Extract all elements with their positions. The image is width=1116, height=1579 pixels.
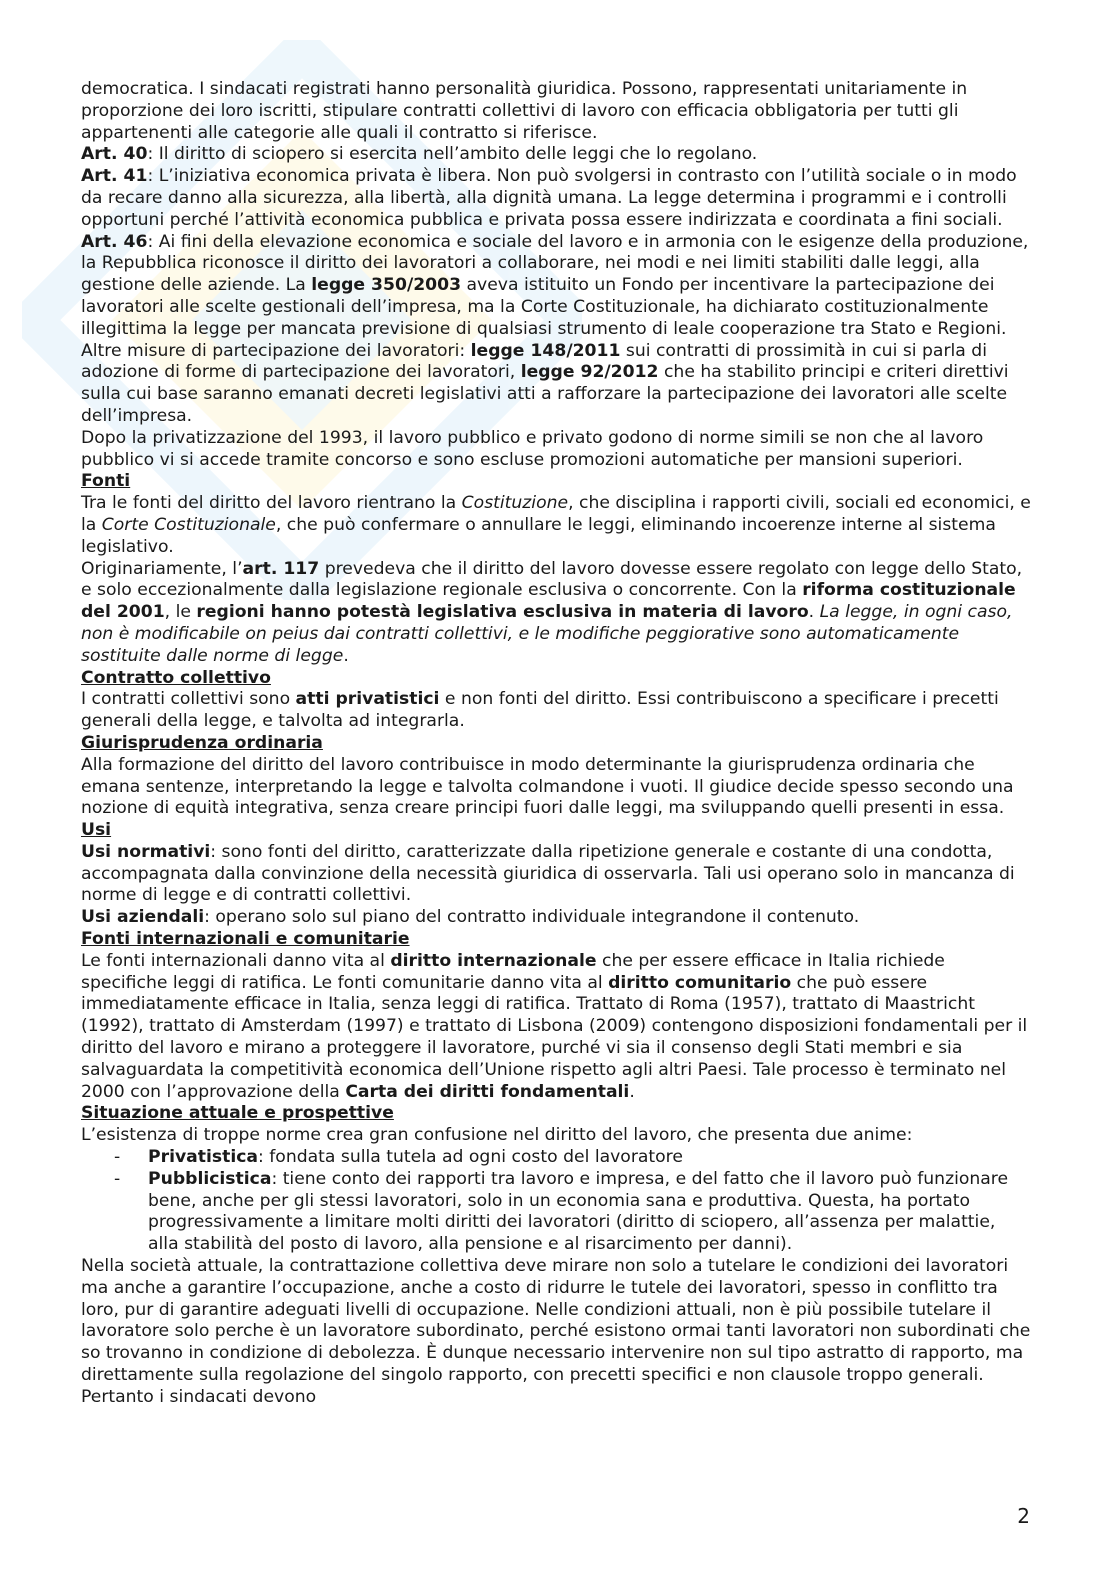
closing-paragraphs bbox=[81, 1256, 1031, 1409]
bold-text: atti privatistici bbox=[295, 689, 440, 710]
italic-text: Corte Costituzionale bbox=[101, 514, 276, 535]
bold-text: diritto internazionale bbox=[390, 950, 597, 971]
section-heading bbox=[81, 820, 1031, 842]
bold-text: Art. 41 bbox=[81, 166, 148, 187]
list-marker: - bbox=[114, 1168, 121, 1189]
paragraphs bbox=[81, 79, 1031, 1147]
paragraph bbox=[81, 755, 1031, 820]
text-run: : tiene conto dei rapporti tra lavoro e impresa, e del fatto che il lavoro può funzionare bene, anche per gli stessi lavoratori, solo in un economia sana e produttiva. Questa, ha portato progressivamente a limitare molti diritti dei lavoratori (diritto di sciopero, all’assenza per malattie, alla stabilità del posto di lavoro, alla pensione e al risarcimento per danni). bbox=[148, 1168, 1009, 1255]
text-run: prevedeva che il diritto del lavoro dovesse essere regolato con legge dello Stato, e solo eccezionalmente dalla legislazione regionale esclusiva o concorrente. Con la bbox=[81, 558, 1023, 601]
text-run: : fondata sulla tutela ad ogni costo del lavoratore bbox=[258, 1147, 683, 1168]
text-run: , che disciplina i rapporti civili, sociali ed economici, e la bbox=[81, 493, 1031, 535]
italic-text: Costituzione bbox=[461, 493, 569, 514]
paragraph bbox=[81, 144, 1031, 166]
section-heading bbox=[81, 1103, 1031, 1125]
text-run: Nella società attuale, la contrattazione collettiva deve mirare non solo a tutelare le condizioni dei lavoratori ma anche a garantire l’occupazione, anche a costo di ridurre le tutele dei lavoratori, spesso in conflitto tra loro, pur di garantire adeguati livelli di occupazione. Nelle condizioni attuali, non è più possibile tutelare il lavoratore solo perche è un lavoratore subordinato, perché esistono ormai tanti lavoratori non subordinati che so trovanno in condizione di debolezza. È dunque necessario intervenire non sul tipo astratto di rapporto, ma direttamente sulla regolazione del singolo rapporto, con precetti specifici e non clausole troppo generali. Pertanto i sindacati devono bbox=[81, 1256, 1031, 1407]
list-item bbox=[81, 1147, 1031, 1169]
text-run: che può essere immediatamente efficace in Italia, senza leggi di ratifica. Trattato di Roma (1957), trattato di Maastricht (1992), trattato di Amsterdam (1997) e trattato di Lisbona (2009) contengono disposizioni fondamentali per il diritto del lavoro e mirano a proteggere il lavoratore, purché vi sia il consenso degli Stati membri e sia salvaguardata la competitività economica dell’Unione rispetto agli altri Paesi. Tale processo è terminato nel 2000 con l’approvazione della bbox=[81, 972, 1028, 1102]
paragraph bbox=[81, 689, 1031, 733]
text-run: : sono fonti del diritto, caratterizzate dalla ripetizione generale e costante di una condotta, accompagnata dalla convinzione della necessità giuridica di osservarla. Tali usi operano solo in mancanza di norme di legge e di contratti collettivi. bbox=[81, 841, 1015, 906]
text-run: Fonti internazionali e comunitarie bbox=[81, 929, 410, 950]
text-run: che ha stabilito principi e criteri direttivi sulla cui base saranno emanati decreti legislativi atti a rafforzare la partecipazione dei lavoratori alle scelte dell’impresa. bbox=[81, 362, 1009, 426]
italic-text: La legge, in ogni caso, non è modificabile on peius dai contratti collettivi, e le modifiche peggiorative sono automaticamente sostituite dalle norme di legge bbox=[81, 602, 1013, 666]
text-run: Le fonti internazionali danno vita al bbox=[81, 950, 391, 971]
text-run: aveva istituito un Fondo per incentivare la partecipazione dei lavoratori alle scelte gestionali dell’impresa, ma la Corte Costituzionale, ha dichiarato costituzionalmente illegittima la legge per mancata previsione di qualsiasi strumento di leale cooperazione tra Stato e Regioni. Altre misure di partecipazione dei lavoratori: bbox=[81, 275, 1007, 361]
paragraph bbox=[81, 907, 1031, 929]
bold-text: Usi normativi bbox=[81, 841, 211, 862]
bold-text: Art. 40 bbox=[81, 144, 148, 165]
text-run: che per essere efficace in Italia richiede specifiche leggi di ratifica. Le fonti comunitarie danno vita al bbox=[81, 950, 945, 993]
paragraph bbox=[81, 1125, 1031, 1147]
document-body bbox=[81, 79, 1031, 1409]
text-run: Fonti bbox=[81, 471, 131, 492]
bold-text: diritto comunitario bbox=[608, 972, 792, 993]
paragraph bbox=[81, 951, 1031, 1104]
text-run: . bbox=[629, 1081, 635, 1102]
bold-text: regioni hanno potestà legislativa esclusiva in materia di lavoro bbox=[196, 602, 809, 623]
list-marker: - bbox=[114, 1147, 121, 1168]
text-run: L’esistenza di troppe norme crea gran confusione nel diritto del lavoro, che presenta due anime: bbox=[81, 1125, 913, 1146]
paragraph bbox=[81, 428, 1031, 472]
bold-text: legge 350/2003 bbox=[311, 275, 462, 296]
bold-text: art. 117 bbox=[242, 558, 320, 579]
paragraph bbox=[81, 559, 1031, 668]
bold-text: legge 148/2011 bbox=[470, 340, 621, 361]
paragraph bbox=[81, 842, 1031, 907]
text-run: Tra le fonti del diritto del lavoro rientrano la bbox=[81, 493, 462, 514]
text-run: : operano solo sul piano del contratto individuale integrandone il contenuto. bbox=[204, 907, 860, 928]
text-run: I contratti collettivi sono bbox=[81, 689, 296, 710]
text-run: democratica. I sindacati registrati hanno personalità giuridica. Possono, rappresentati unitariamente in proporzione dei loro iscritti, stipulare contratti collettivi di lavoro con efficacia obbligatoria per tutti gli appartenenti alle categorie alle quali il contratto si riferisce. bbox=[81, 79, 968, 143]
text-run: Giurisprudenza ordinaria bbox=[81, 732, 323, 753]
section-heading bbox=[81, 668, 1031, 690]
text-run: : Il diritto di sciopero si esercita nell’ambito delle leggi che lo regolano. bbox=[147, 144, 758, 165]
text-run: : Ai fini della elevazione economica e sociale del lavoro e in armonia con le esigenze della produzione, la Repubblica riconosce il diritto dei lavoratori a collaborare, nei modi e nei limiti stabiliti dalle leggi, alla gestione delle aziende. La bbox=[81, 231, 1029, 296]
text-run: Contratto collettivo bbox=[81, 667, 271, 688]
bold-text: riforma costituzionale del 2001 bbox=[81, 580, 1016, 623]
text-run: : L’iniziativa economica privata è libera. Non può svolgersi in contrasto con l’utilità sociale o in modo da recare danno alla sicurezza, alla libertà, alla dignità umana. La legge determina i programmi e i controlli opportuni perché l’attività economica pubblica e privata possa essere indirizzata e coordinata a fini sociali. bbox=[81, 166, 1017, 230]
text-run: . bbox=[808, 602, 820, 623]
text-run: e non fonti del diritto. Essi contribuiscono a specificare i precetti generali della legge, e talvolta ad integrarla. bbox=[81, 689, 999, 732]
bold-text: Usi aziendali bbox=[81, 907, 205, 928]
text-run: Dopo la privatizzazione del 1993, il lavoro pubblico e privato godono di norme simili se non che al lavoro pubblico vi si accede tramite concorso e sono escluse promozioni automatiche per mansioni superiori. bbox=[81, 427, 984, 470]
bold-text: Privatistica bbox=[148, 1147, 258, 1168]
bold-text: Art. 46 bbox=[81, 231, 148, 252]
text-run: Alla formazione del diritto del lavoro contribuisce in modo determinante la giurisprudenza ordinaria che emana sentenze, interpretando la legge e talvolta colmandone i vuoti. Il giudice decide spesso secondo una nozione di equità integrativa, senza creare principi fuori dalle leggi, ma sviluppando quelli presenti in essa. bbox=[81, 754, 1014, 819]
text-run: Situazione attuale e prospettive bbox=[81, 1103, 394, 1124]
bullet-list bbox=[81, 1147, 1031, 1256]
text-run: , che può confermare o annullare le leggi, eliminando incoerenze interne al sistema legislativo. bbox=[81, 514, 996, 557]
text-run: , le bbox=[164, 602, 197, 623]
paragraph bbox=[81, 493, 1031, 558]
paragraph bbox=[81, 79, 1031, 144]
section-heading bbox=[81, 471, 1031, 493]
bold-text: Pubblicistica bbox=[148, 1168, 272, 1189]
paragraph bbox=[81, 1256, 1031, 1409]
page-number: 2 bbox=[1017, 1504, 1030, 1528]
section-heading bbox=[81, 929, 1031, 951]
text-run: sui contratti di prossimità in cui si parla di adozione di forme di partecipazione dei lavoratori, bbox=[81, 340, 987, 383]
paragraph bbox=[81, 166, 1031, 231]
text-run: . bbox=[343, 645, 349, 666]
text-run: Usi bbox=[81, 820, 112, 841]
text-run: Originariamente, l’ bbox=[81, 558, 243, 579]
paragraph bbox=[81, 232, 1031, 428]
section-heading bbox=[81, 733, 1031, 755]
bold-text: legge 92/2012 bbox=[520, 362, 659, 383]
bold-text: Carta dei diritti fondamentali bbox=[345, 1081, 630, 1102]
list-item bbox=[81, 1169, 1031, 1256]
